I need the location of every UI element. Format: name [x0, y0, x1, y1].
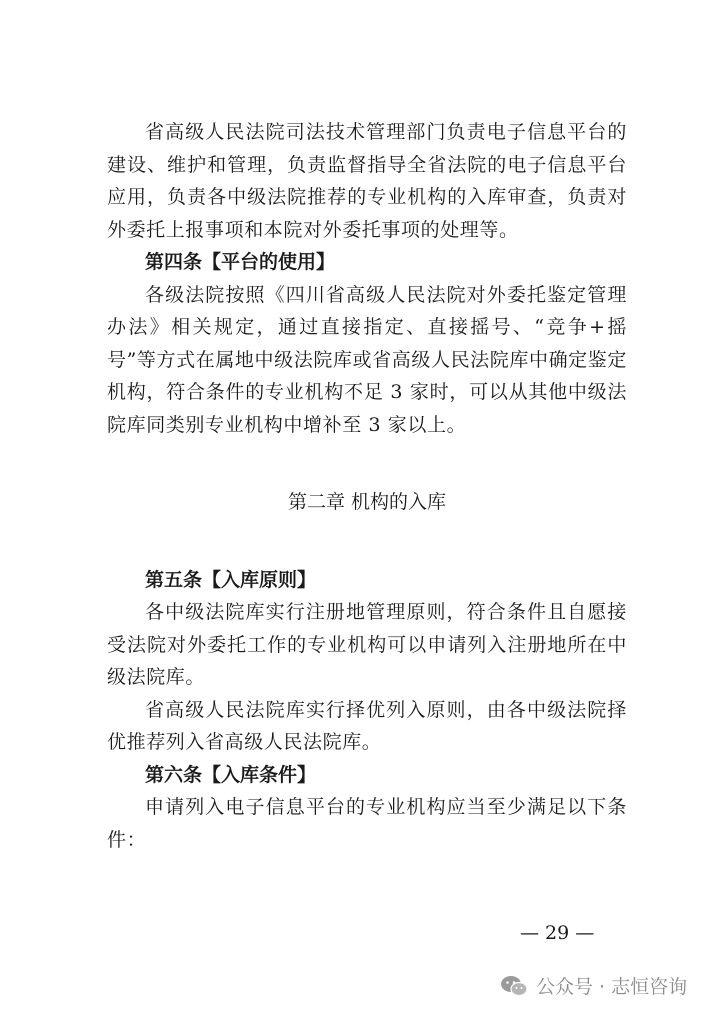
paragraph-high-court-library: 省高级人民法院库实行择优列入原则，由各中级法院择优推荐列入省高级人民法院库。	[107, 698, 627, 753]
wechat-icon	[500, 975, 528, 997]
watermark	[500, 972, 687, 999]
article-4-heading: 第四条【平台的使用】	[145, 251, 336, 273]
paragraph-intermediate-court-library: 各中级法院库实行注册地管理原则，符合条件且自愿接受法院对外委托工作的专业机构可以申请列入注册地所在中级法院库。	[107, 601, 627, 688]
paragraph-platform-management: 省高级人民法院司法技术管理部门负责电子信息平台的建设、维护和管理，负责监督指导全省法院的电子信息平台应用，负责各中级法院推荐的专业机构的入库审查，负责对外委托上报事项和本院对外委托事项的处理等。	[107, 121, 627, 241]
paragraph-entry-conditions: 申请列入电子信息平台的专业机构应当至少满足以下条件：	[107, 796, 627, 851]
watermark-text: 公众号 · 志恒咨询	[536, 976, 688, 998]
chapter-2-title: 第二章 机构的入库	[287, 491, 447, 513]
document-body	[107, 116, 627, 856]
page-number: — 29 —	[520, 922, 595, 944]
article-6-heading: 第六条【入库条件】	[145, 763, 317, 786]
paragraph-platform-usage: 各级法院按照《四川省高级人民法院对外委托鉴定管理办法》相关规定，通过直接指定、直接摇号、“竞争+摇号”等方式在属地中级法院库或省高级人民法院库中确定鉴定机构，符合条件的专业机构不足 3 家时，可以从其他中级法院库同类别专业机构中增补至 3 家以上。	[107, 283, 627, 436]
article-5-heading: 第五条【入库原则】	[145, 568, 317, 591]
